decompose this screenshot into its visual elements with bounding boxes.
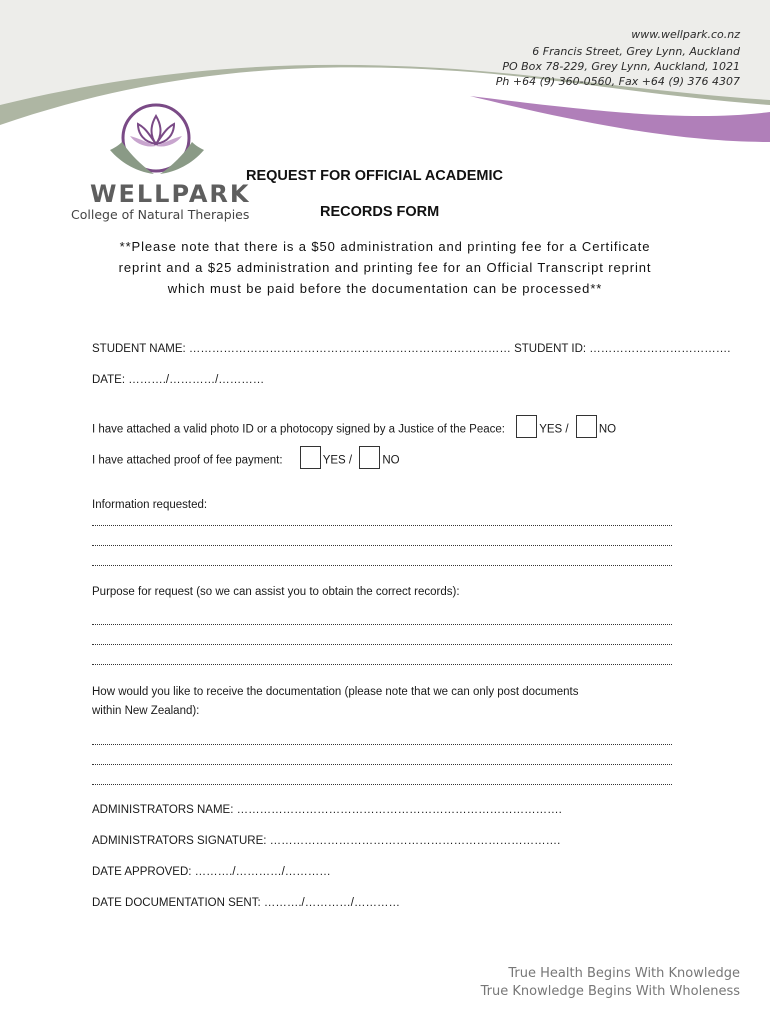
- photo-id-no-checkbox[interactable]: [576, 415, 597, 438]
- fee-no-checkbox[interactable]: [359, 446, 380, 469]
- fee-notice-line1: **Please note that there is a $50 administration and printing fee for a Certificate: [119, 239, 651, 254]
- photo-id-question: I have attached a valid photo ID or a photocopy signed by a Justice of the Peace:: [92, 423, 505, 436]
- purpose-line[interactable]: [92, 664, 672, 665]
- fee-yes-checkbox[interactable]: [300, 446, 321, 469]
- purpose-line[interactable]: [92, 624, 672, 625]
- fee-notice: [70, 236, 700, 299]
- receive-line[interactable]: [92, 784, 672, 785]
- fee-notice-line2: reprint and a $25 administration and printing fee for an Official Transcript reprint: [118, 260, 652, 275]
- website-text: www.wellpark.co.nz: [631, 28, 740, 41]
- fee-question: I have attached proof of fee payment:: [92, 454, 283, 467]
- yes-label: YES /: [539, 423, 569, 436]
- fee-notice-line3: which must be paid before the documentation can be processed**: [167, 281, 603, 296]
- form-title-line2: RECORDS FORM: [320, 204, 440, 220]
- date-sent-field[interactable]: DATE DOCUMENTATION SENT: ………./…………/…………: [92, 897, 400, 909]
- photo-id-row: [92, 421, 616, 438]
- po-box-text: PO Box 78-229, Grey Lynn, Auckland, 1021: [502, 60, 740, 73]
- photo-id-yes-checkbox[interactable]: [516, 415, 537, 438]
- phone-fax-text: Ph +64 (9) 360-0560, Fax +64 (9) 376 4307: [495, 75, 740, 88]
- information-requested-label: Information requested:: [92, 499, 208, 511]
- information-line[interactable]: [92, 565, 672, 566]
- no-label: NO: [598, 423, 617, 436]
- form-title-line1: REQUEST FOR OFFICIAL ACADEMIC: [246, 168, 503, 184]
- no-label: NO: [382, 454, 400, 467]
- student-name-id-field[interactable]: STUDENT NAME: ………………………………………………………………………… STUDENT ID: ……………………………….: [92, 343, 731, 355]
- information-line[interactable]: [92, 525, 672, 526]
- purpose-label: Purpose for request (so we can assist you to obtain the correct records):: [92, 586, 460, 598]
- lotus-logo-icon: [108, 102, 208, 182]
- purpose-line[interactable]: [92, 644, 672, 645]
- date-approved-field[interactable]: DATE APPROVED: ………./…………/…………: [92, 866, 331, 878]
- receive-label-line2: within New Zealand):: [92, 705, 200, 717]
- receive-line[interactable]: [92, 744, 672, 745]
- receive-line[interactable]: [92, 764, 672, 765]
- tagline-knowledge: True Knowledge Begins With Wholeness: [480, 984, 740, 999]
- tagline-health: True Health Begins With Knowledge: [508, 966, 740, 981]
- address-text: 6 Francis Street, Grey Lynn, Auckland: [532, 45, 740, 58]
- logo-wordmark: WELLPARK: [90, 180, 251, 208]
- information-line[interactable]: [92, 545, 672, 546]
- date-field[interactable]: DATE: ………./…………/…………: [92, 374, 265, 386]
- yes-label: YES /: [322, 454, 353, 467]
- fee-payment-row: [92, 452, 400, 469]
- admin-signature-field[interactable]: ADMINISTRATORS SIGNATURE: ………………………………………………………………….: [92, 835, 561, 847]
- receive-label-line1: How would you like to receive the documentation (please note that we can only post documents: [92, 686, 579, 698]
- logo-subtitle: College of Natural Therapies: [71, 207, 250, 222]
- admin-name-field[interactable]: ADMINISTRATORS NAME: ………………………………………………………………………….: [92, 804, 562, 816]
